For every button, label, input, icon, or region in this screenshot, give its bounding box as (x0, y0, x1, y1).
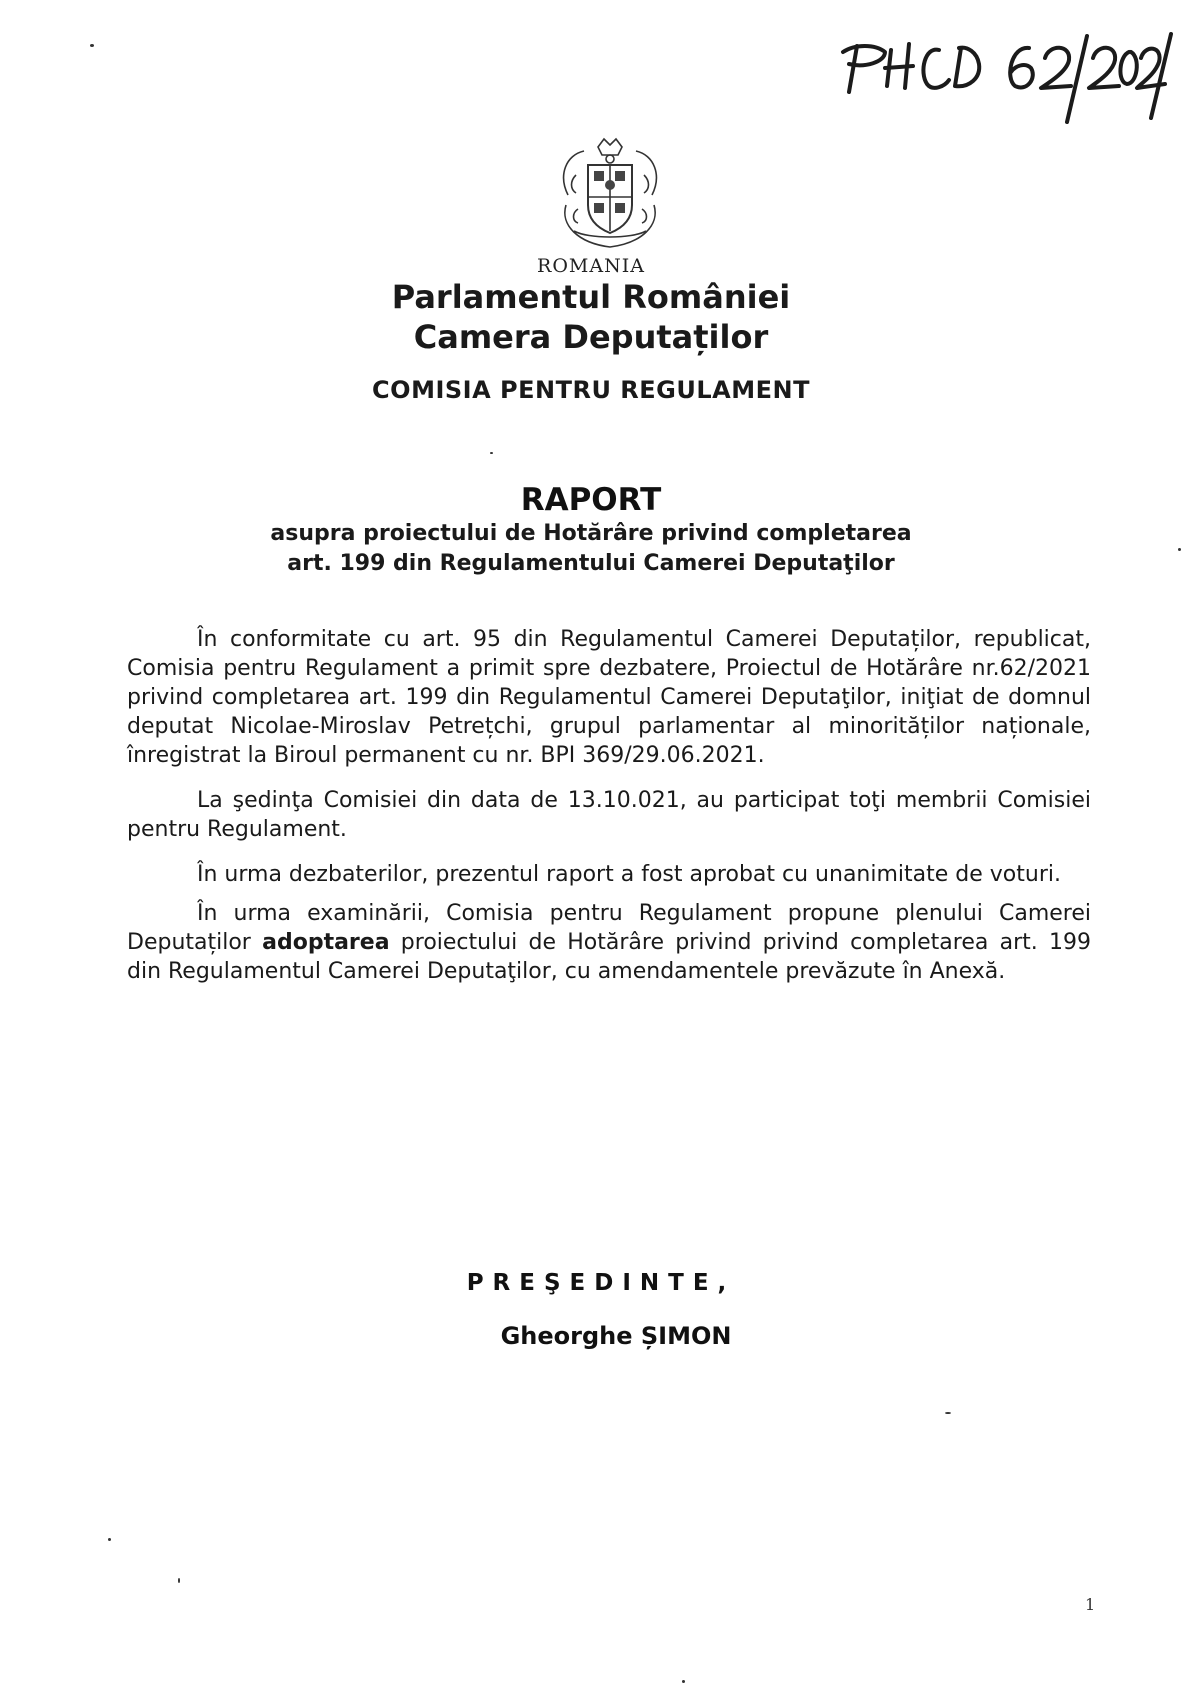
proposal-text-start: În urma examinării, Comisia pentru Regulament propune plenului Camerei Deputaților (127, 901, 1091, 955)
parliament-name: Parlamentul României (391, 278, 791, 316)
proposal-adoption-keyword: adoptarea (262, 930, 390, 955)
scan-speck (490, 452, 493, 454)
paragraph-vote: În urma dezbaterilor, prezentul raport a fost aprobat cu unanimitate de voturi. (197, 862, 1061, 887)
coat-of-arms-icon (548, 135, 672, 257)
page-number: 1 (1085, 1595, 1096, 1614)
handwritten-reference-annotation (835, 22, 1175, 132)
paragraph-legal-basis: În conformitate cu art. 95 din Regulamentul Camerei Deputaților, republicat, Comisia pentru Regulament a primit spre dezbatere, Proiectul de Hotărâre nr.62/2021 privind completarea art. 199 din Regulamentul Camerei Deputaţilor, iniţiat de domnul deputat Nicolae-Miroslav Petrețchi, grupul parlamentar al minorităților naționale, înregistrat la Biroul permanent cu nr. BPI 369/29.06.2021. (127, 627, 1091, 768)
scan-speck (178, 1578, 180, 1583)
scan-speck (108, 1538, 111, 1541)
signature-title: PREŞEDINTE, (466, 1270, 736, 1296)
signature-name: Gheorghe ȘIMON (500, 1322, 732, 1350)
paragraph-proposal (127, 899, 1091, 986)
document-title: RAPORT (520, 482, 662, 518)
document-subtitle-line1: asupra proiectului de Hotărâre privind completarea (270, 521, 912, 546)
paragraph-meeting: La şedinţa Comisiei din data de 13.10.021, au participat toţi membrii Comisiei pentru Regulament. (127, 788, 1091, 842)
scan-speck (682, 1680, 685, 1683)
committee-name: COMISIA PENTRU REGULAMENT (372, 376, 810, 404)
country-name: ROMANIA (537, 255, 645, 277)
report-body (127, 625, 1091, 1002)
scan-speck (945, 1412, 951, 1414)
proposal-text-end: proiectului de Hotărâre privind privind completarea art. 199 din Regulamentul Camerei Deputaţilor, cu amendamentele prevăzute în Anexă. (127, 930, 1092, 984)
chamber-name: Camera Deputaților (413, 318, 769, 356)
scan-speck (1178, 548, 1181, 551)
document-subtitle-line2: art. 199 din Regulamentului Camerei Deputaţilor (287, 551, 895, 576)
scan-speck (90, 44, 94, 47)
